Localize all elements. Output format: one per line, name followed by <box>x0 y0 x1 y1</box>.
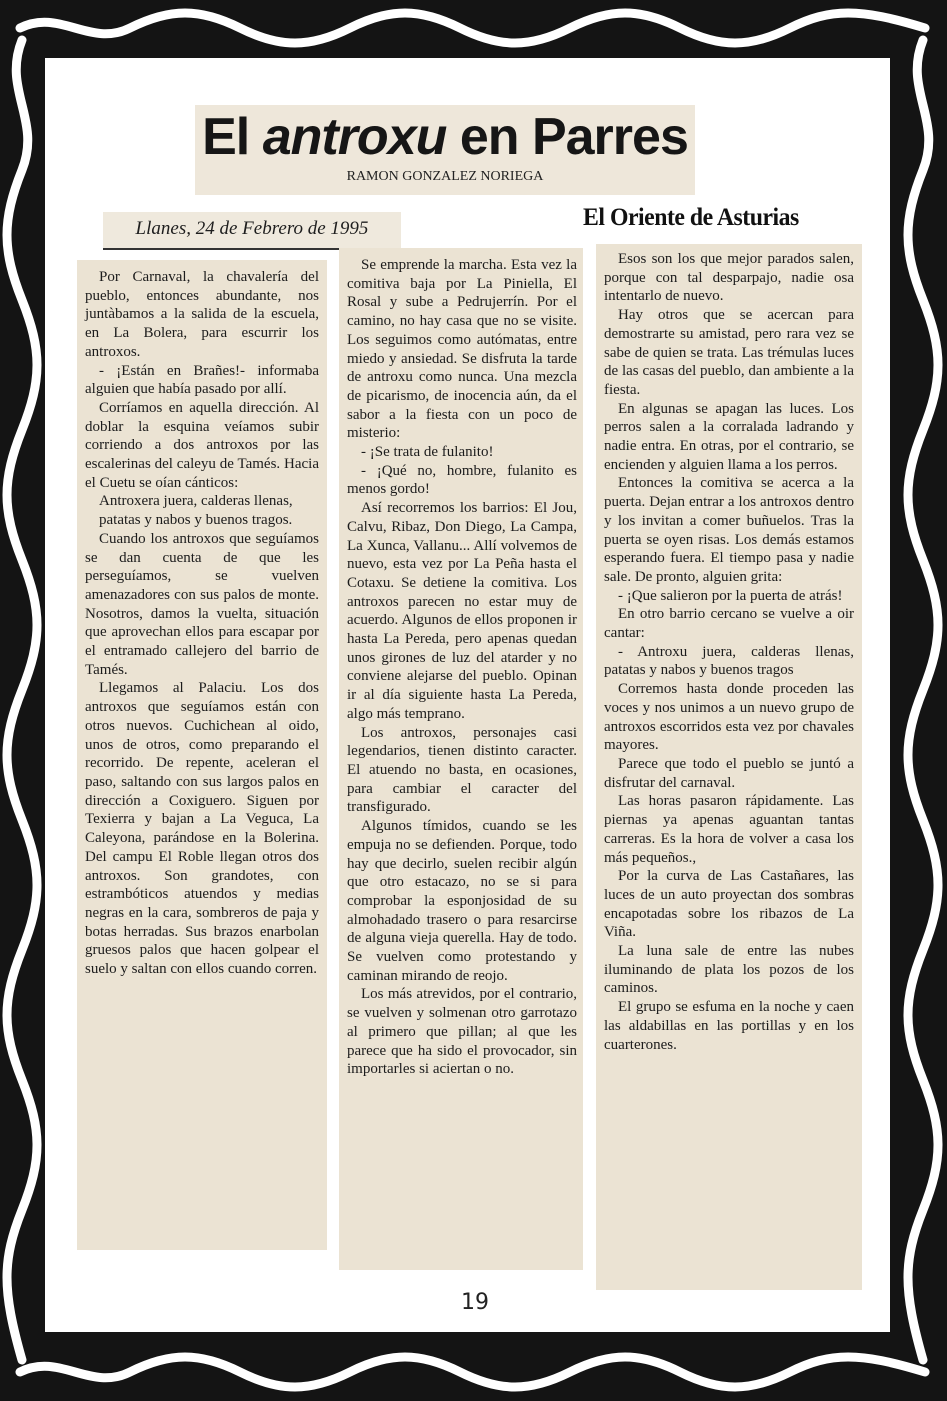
paragraph: - ¡Están en Brañes!- informaba alguien que había pasado por allí. <box>85 362 319 398</box>
paragraph: La luna sale de entre las nubes iluminando de plata los pozos de los caminos. <box>604 943 854 997</box>
article-column-2 <box>339 248 583 1270</box>
paragraph: - ¡Que salieron por la puerta de atrás! <box>618 587 843 604</box>
paragraph: Se emprende la marcha. Esta vez la comitiva baja por La Piniella, El Rosal y sube a Pedrujerrín. Por el camino, no hay casa que no se visite. Los seguimos como autómatas, entre miedo y ansiedad. Se disfruta la tarde de antroxu como nunca. Una mezcla de picarismo, de inocencia aún, da el sabor a la fiesta con un poco de misterio: <box>347 257 577 442</box>
paragraph: patatas y nabos y buenos tragos. <box>99 512 293 529</box>
paragraph: Los más atrevidos, por el contrario, se vuelven y solmenan otro garrotazo al primero que pillan; al que les parece que ha sido el provocador, sin importarles si aciertan o no. <box>347 986 577 1078</box>
paragraph: En otro barrio cercano se vuelve a oir cantar: <box>604 606 854 642</box>
paragraph: Parece que todo el pueblo se juntó a disfrutar del carnaval. <box>604 755 854 791</box>
page-number: 19 <box>461 1290 489 1315</box>
article-column-3 <box>596 244 862 1290</box>
paragraph: Algunos tímidos, cuando se les empuja no se defienden. Porque, todo hay que decirlo, suelen recibir algún que otro estacazo, no se si para comprobar la esponjosidad de su almohadado trasero o para resarcirse de alguna vieja querella. Hay de todo. Se vuelven como protestando y caminan mirando de reojo. <box>347 818 577 984</box>
paragraph: Corremos hasta donde proceden las voces y nos unimos a un nuevo grupo de antroxos escorridos esta vez por chavales mayores. <box>604 681 854 754</box>
article-byline: RAMON GONZALEZ NORIEGA <box>346 169 544 184</box>
article-headline: El antroxu en Parres <box>202 108 688 166</box>
paragraph: Entonces la comitiva se acerca a la puerta. Dejan entrar a los antroxos dentro y los invitan a comer buñuelos. Tras la puerta se oyen risas. Los demás estamos esperando fuera. El tiempo pasa y nadie sale. De pronto, alguien grita: <box>604 475 854 585</box>
paragraph: Hay otros que se acercan para demostrarte su amistad, pero rara vez se sabe de quien se trata. Las trémulas luces de las casas del pueblo, dan ambiente a la fiesta. <box>604 307 854 398</box>
paragraph: - ¡Se trata de fulanito! <box>361 444 494 461</box>
paragraph: Las horas pasaron rápidamente. Las piernas ya apenas aguantan tantas carreras. Es la hora de volver a casa los más pequeños., <box>604 793 854 866</box>
headline-clipping <box>195 105 695 195</box>
paragraph: Corríamos en aquella dirección. Al doblar la esquina veíamos subir corriendo a dos antroxos por las escalerinas del caleyu de Tamés. Hacia el Cuetu se oían cánticos: <box>85 399 319 491</box>
paragraph: Los antroxos, personajes casi legendarios, tienen distinto caracter. El atuendo no basta, en ocasiones, para cambiar el caracter del transfigurado. <box>347 724 577 816</box>
paragraph: Por la curva de Las Castañares, las luces de un auto proyectan dos sombras encapotadas sobre los ribazos de La Viña. <box>604 868 854 941</box>
article-dateline: Llanes, 24 de Febrero de 1995 <box>135 218 369 239</box>
paragraph: Así recorremos los barrios: El Jou, Calvu, Ribaz, Don Diego, La Campa, La Xunca, Vallanu... Allí volvemos de nuevo, esta vez por La Peña hasta el Cotaxu. Se detiene la comitiva. Los antroxos parecen no estar muy de acuerdo. Algunos de ellos proponen ir hasta La Pereda, pero apenas quedan unos girones de luz del atarder y no conviene alejarse del pueblo. Opinan ir al día siguiente hasta La Pereda, algo más temprano. <box>347 500 577 722</box>
dateline-clipping <box>103 212 401 250</box>
paragraph: Cuando los antroxos que seguíamos se dan cuenta de que les perseguíamos, se vuelven amenazadores con sus palos de monte. Nosotros, damos la vuelta, situación que aprovechan ellos para escapar por el entramado callejero del barrio de Tamés. <box>85 530 319 678</box>
article-column-1 <box>77 260 327 1250</box>
paragraph: En algunas se apagan las luces. Los perros salen a la corralada ladrando y nadie entra. En otras, por el contrario, se encienden y alguien llama a los perros. <box>604 400 854 473</box>
paragraph: El grupo se esfuma en la noche y caen las aldabillas en las portillas y en los cuarterones. <box>604 999 854 1053</box>
paragraph: Antroxera juera, calderas llenas, <box>99 493 293 510</box>
paragraph: Esos son los que mejor parados salen, porque con tal desparpajo, nadie osa intentarlo de nuevo. <box>604 251 854 305</box>
newspaper-name: El Oriente de Asturias <box>583 204 799 231</box>
paragraph: - Antroxu juera, calderas llenas, patatas y nabos y buenos tragos <box>604 643 854 679</box>
paragraph: Por Carnaval, la chavalería del pueblo, entonces abundante, nos juntàbamos a la salida de la escuela, en La Bolera, para escurrir los antroxos. <box>85 269 319 360</box>
paragraph: Llegamos al Palaciu. Los dos antroxos que seguíamos están con otros nuevos. Cuchichean al oido, unos de otros, como preparando el recorrido. De repente, aceleran el paso, saltando con sus largos palos en dirección a Coxiguero. Siguen por Texierra y bajan a La Veguca, La Caleyona, parándose en la Bolerina. Del campu El Roble llegan otros dos antroxos. Son grandotes, con estrambóticos atuendos y medias negras en la cara, sombreros de paja y botas herradas. Sus brazos enarbolan gruesos palos que hacen golpear el suelo y saltan con ellos cuando corren. <box>85 680 319 978</box>
paragraph: - ¡Qué no, hombre, fulanito es menos gordo! <box>347 462 577 498</box>
